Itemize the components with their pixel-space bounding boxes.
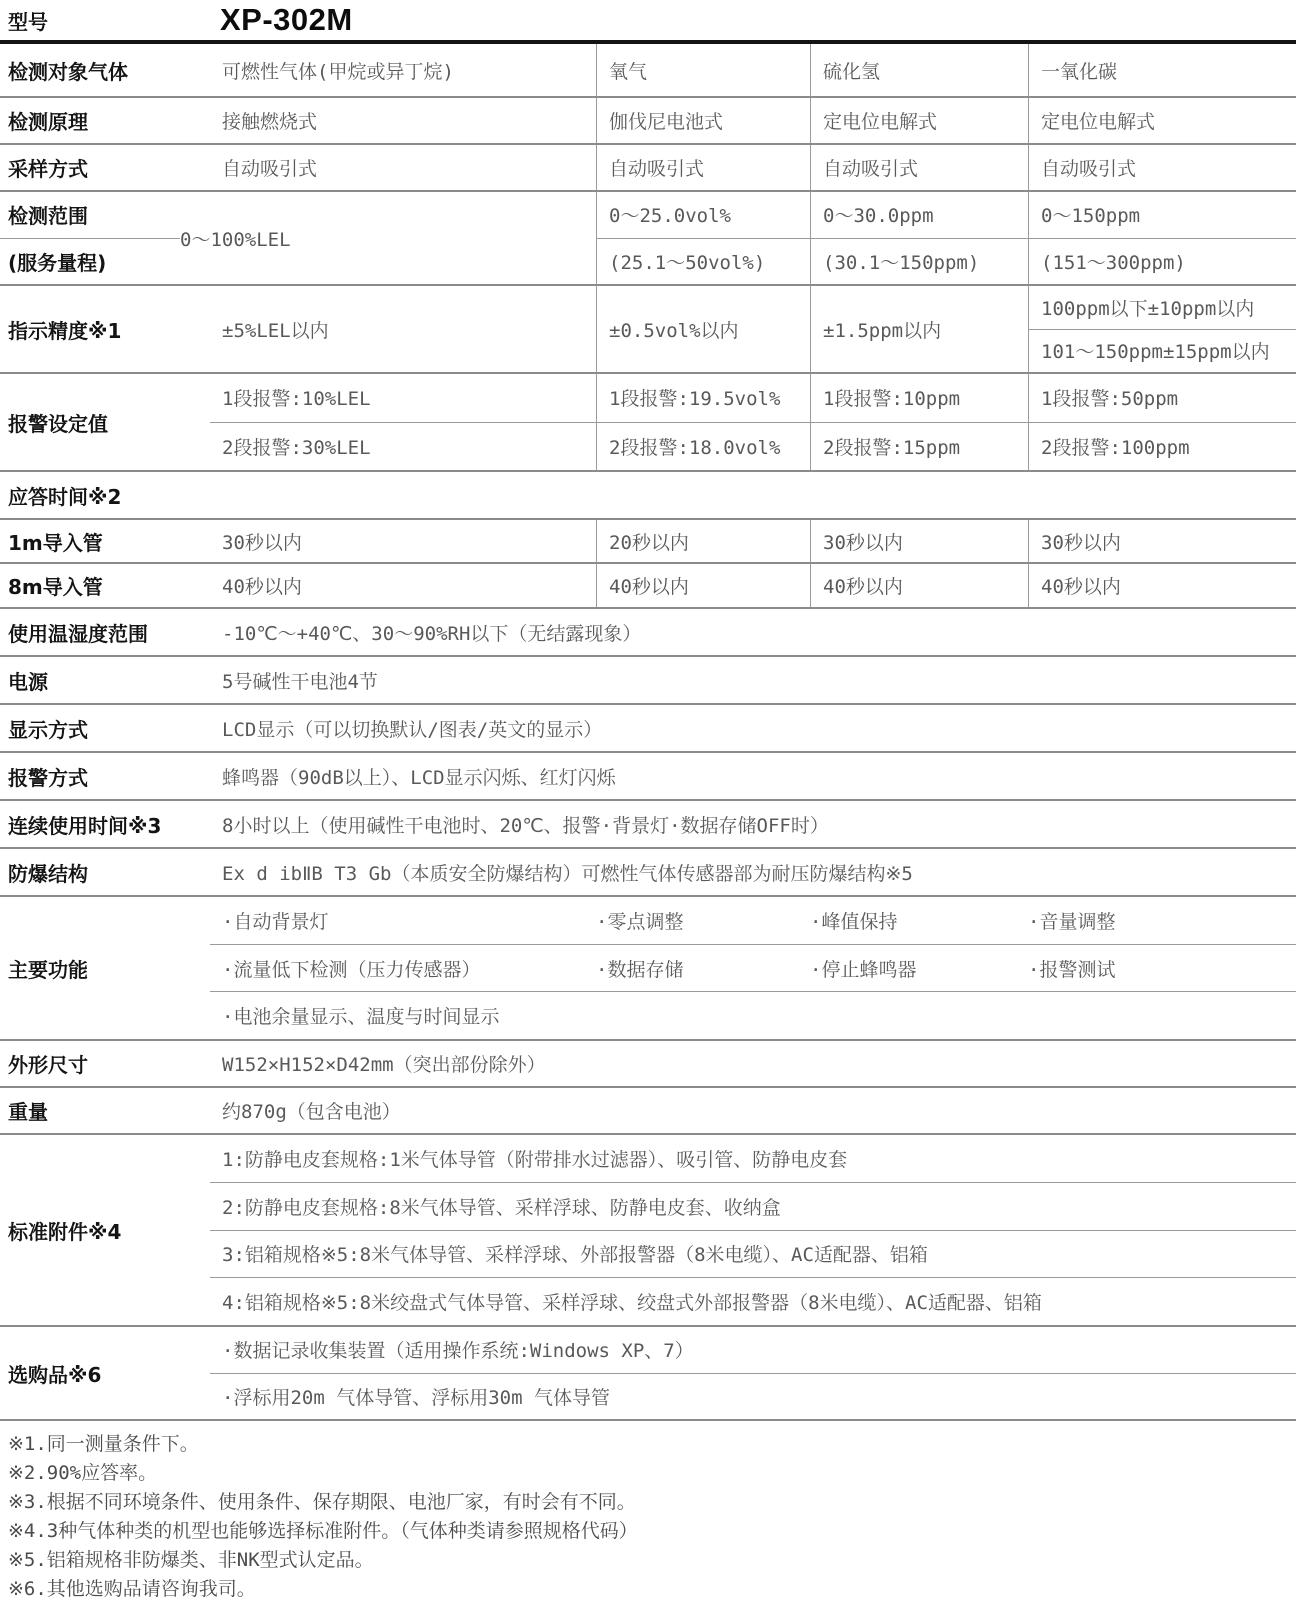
features-line-1 <box>210 897 1296 944</box>
model-number: XP-302M <box>220 2 353 37</box>
row-label: 1m导入管 <box>8 530 103 555</box>
feature-item: ·音量调整 <box>1028 910 1116 933</box>
row-label-group <box>0 192 180 284</box>
option-item: ·数据记录收集装置（适用操作系统:Windows XP、7） <box>222 1340 694 1363</box>
range-main: 0～30.0ppm <box>811 192 1028 239</box>
accessory-item: 2:防静电皮套规格:8米气体导管、采样浮球、防静电皮套、收纳盒 <box>210 1182 1296 1230</box>
row-label: 标准附件※4 <box>8 1219 122 1244</box>
row-alarm-setpoint <box>0 372 1296 470</box>
row-1m-tube <box>0 518 1296 562</box>
row-label: 显示方式 <box>8 717 88 742</box>
cell: 30秒以内 <box>1028 520 1296 562</box>
row-temp-humidity <box>0 607 1296 655</box>
cell: 2段报警:18.0vol% <box>596 423 810 471</box>
row-label: 重量 <box>8 1100 48 1124</box>
cell: -10℃～+40℃、30～90%RH以下（无结露现象） <box>222 622 642 645</box>
cell: 自动吸引式 <box>596 145 810 190</box>
feature-item: ·零点调整 <box>596 910 684 933</box>
row-label: 连续使用时间※3 <box>8 813 162 838</box>
cell: 接触燃烧式 <box>222 111 318 133</box>
row-label: 报警设定值 <box>8 411 108 436</box>
row-accuracy <box>0 284 1296 372</box>
cell: ±1.5ppm以内 <box>810 286 1028 372</box>
cell-oxygen: 氧气 <box>596 44 810 96</box>
row-sampling <box>0 143 1296 190</box>
cell: 定电位电解式 <box>810 98 1028 143</box>
alarm-stack <box>210 374 1296 470</box>
row-power <box>0 655 1296 703</box>
feature-item: ·电池余量显示、温度与时间显示 <box>222 1006 500 1029</box>
cell-co: 一氧化碳 <box>1028 44 1296 96</box>
cell: ±5%LEL以内 <box>222 319 329 342</box>
row-label: 报警方式 <box>8 765 88 790</box>
row-label: 外形尺寸 <box>8 1053 88 1077</box>
alarm-first-stage <box>210 374 1296 422</box>
cell: 约870g（包含电池） <box>222 1101 401 1123</box>
footnote-5: ※5.铝箱规格非防爆类、非NK型式认定品。 <box>8 1549 374 1571</box>
cell-co-range <box>1028 192 1296 284</box>
footnote-4: ※4.3种气体种类的机型也能够选择标准附件。（气体种类请参照规格代码） <box>8 1520 638 1542</box>
cell-h2s: 硫化氢 <box>810 44 1028 96</box>
row-label: 8m导入管 <box>8 575 103 599</box>
cell: ±0.5vol%以内 <box>596 286 810 372</box>
row-label-top: 检测范围 <box>0 192 180 239</box>
cell: 自动吸引式 <box>222 158 318 180</box>
features-stack <box>210 897 1296 1039</box>
options-stack <box>210 1327 1296 1419</box>
footnotes <box>0 1419 1296 1606</box>
cell-oxygen-range <box>596 192 810 284</box>
row-label: 采样方式 <box>8 157 88 181</box>
cell: LCD显示（可以切换默认/图表/英文的显示） <box>222 718 603 741</box>
row-label: 指示精度※1 <box>8 318 122 343</box>
cell: 2段报警:30%LEL <box>222 436 371 459</box>
option-item: ·浮标用20m 气体导管、浮标用30m 气体导管 <box>210 1373 1296 1420</box>
row-alarm-method <box>0 751 1296 799</box>
row-label: 检测原理 <box>8 110 88 134</box>
row-label: 检测对象气体 <box>8 59 128 84</box>
cell: 1段报警:19.5vol% <box>596 374 810 422</box>
row-label: 主要功能 <box>8 957 88 982</box>
row-response-time-header <box>0 470 1296 518</box>
cell-h2s-range <box>810 192 1028 284</box>
cell: 30秒以内 <box>222 531 302 554</box>
accessory-item: 3:铝箱规格※5:8米气体导管、采样浮球、外部报警器（8米电缆）、AC适配器、铝箱 <box>210 1230 1296 1278</box>
cell: 2段报警:15ppm <box>810 423 1028 471</box>
range-service: (25.1～50vol%) <box>609 251 766 274</box>
cell: 40秒以内 <box>810 564 1028 607</box>
features-line-2 <box>210 944 1296 992</box>
accessory-item: 1:防静电皮套规格:1米气体导管（附带排水过滤器）、吸引管、防静电皮套 <box>222 1148 848 1171</box>
row-options <box>0 1325 1296 1419</box>
row-label: 应答时间※2 <box>8 484 122 509</box>
row-label: 防爆结构 <box>8 861 88 886</box>
cell: W152×H152×D42mm（突出部份除外） <box>222 1054 546 1076</box>
cell-combustible-range: 0～100%LEL <box>180 228 291 251</box>
cell: 20秒以内 <box>596 520 810 562</box>
features-line-3 <box>210 991 1296 1039</box>
feature-item: ·峰值保持 <box>810 910 898 933</box>
cell: 30秒以内 <box>810 520 1028 562</box>
cell: 蜂鸣器（90dB以上）、LCD显示闪烁、红灯闪烁 <box>222 766 616 789</box>
footnote-3: ※3.根据不同环境条件、使用条件、保存期限、电池厂家，有时会有不同。 <box>8 1491 636 1513</box>
range-service: (151～300ppm) <box>1041 251 1186 274</box>
range-main: 0～25.0vol% <box>597 192 810 239</box>
cell-combustible: 可燃性气体(甲烷或异丁烷) <box>222 60 454 83</box>
row-target-gas <box>0 44 1296 96</box>
row-range <box>0 190 1296 284</box>
accuracy-high: 101～150ppm±15ppm以内 <box>1041 341 1270 364</box>
cell: 2段报警:100ppm <box>1028 423 1296 471</box>
feature-item: ·停止蜂鸣器 <box>810 958 917 981</box>
row-continuous-use <box>0 799 1296 847</box>
row-label: 使用温湿度范围 <box>8 621 148 646</box>
row-standard-accessories <box>0 1133 1296 1325</box>
cell: 1段报警:50ppm <box>1028 374 1296 422</box>
accessory-item: 4:铝箱规格※5:8米绞盘式气体导管、采样浮球、绞盘式外部报警器（8米电缆）、AC适配器、铝箱 <box>210 1277 1296 1325</box>
row-display <box>0 703 1296 751</box>
footnote-2: ※2.90%应答率。 <box>8 1462 158 1484</box>
footnote-6: ※6.其他选购品请咨询我司。 <box>8 1578 256 1600</box>
row-label-bottom: (服务量程) <box>8 250 107 275</box>
cell: Ex d ibⅡB T3 Gb（本质安全防爆结构）可燃性气体传感器部为耐压防爆结构※5 <box>222 862 913 885</box>
cell: 定电位电解式 <box>1028 98 1296 143</box>
cell: 40秒以内 <box>596 564 810 607</box>
header-row <box>0 0 1296 44</box>
row-principle <box>0 96 1296 143</box>
range-service: (30.1～150ppm) <box>823 251 980 274</box>
model-label: 型号 <box>8 9 48 34</box>
cell: 8小时以上（使用碱性干电池时、20℃、报警·背景灯·数据存储OFF时） <box>222 814 829 837</box>
cell: 40秒以内 <box>222 576 302 598</box>
cell: 5号碱性干电池4节 <box>222 670 378 693</box>
feature-item: ·流量低下检测（压力传感器） <box>222 958 481 981</box>
row-8m-tube <box>0 562 1296 607</box>
row-explosion-proof <box>0 847 1296 895</box>
range-main: 0～150ppm <box>1029 192 1296 239</box>
row-weight <box>0 1086 1296 1133</box>
cell: 自动吸引式 <box>1028 145 1296 190</box>
cell: 1段报警:10ppm <box>810 374 1028 422</box>
cell-co-accuracy <box>1028 286 1296 372</box>
alarm-second-stage <box>210 422 1296 471</box>
row-label: 电源 <box>8 669 48 694</box>
cell: 伽伐尼电池式 <box>596 98 810 143</box>
accessories-stack <box>210 1135 1296 1325</box>
feature-item: ·自动背景灯 <box>222 910 329 933</box>
row-main-functions <box>0 895 1296 1039</box>
cell: 自动吸引式 <box>810 145 1028 190</box>
feature-item: ·数据存储 <box>596 958 684 981</box>
footnote-1: ※1.同一测量条件下。 <box>8 1433 199 1455</box>
row-label: 选购品※6 <box>8 1362 102 1387</box>
accuracy-low: 100ppm以下±10ppm以内 <box>1029 286 1296 330</box>
feature-item: ·报警测试 <box>1028 958 1116 981</box>
row-dimensions <box>0 1039 1296 1086</box>
cell: 1段报警:10%LEL <box>222 388 371 411</box>
cell: 40秒以内 <box>1028 564 1296 607</box>
